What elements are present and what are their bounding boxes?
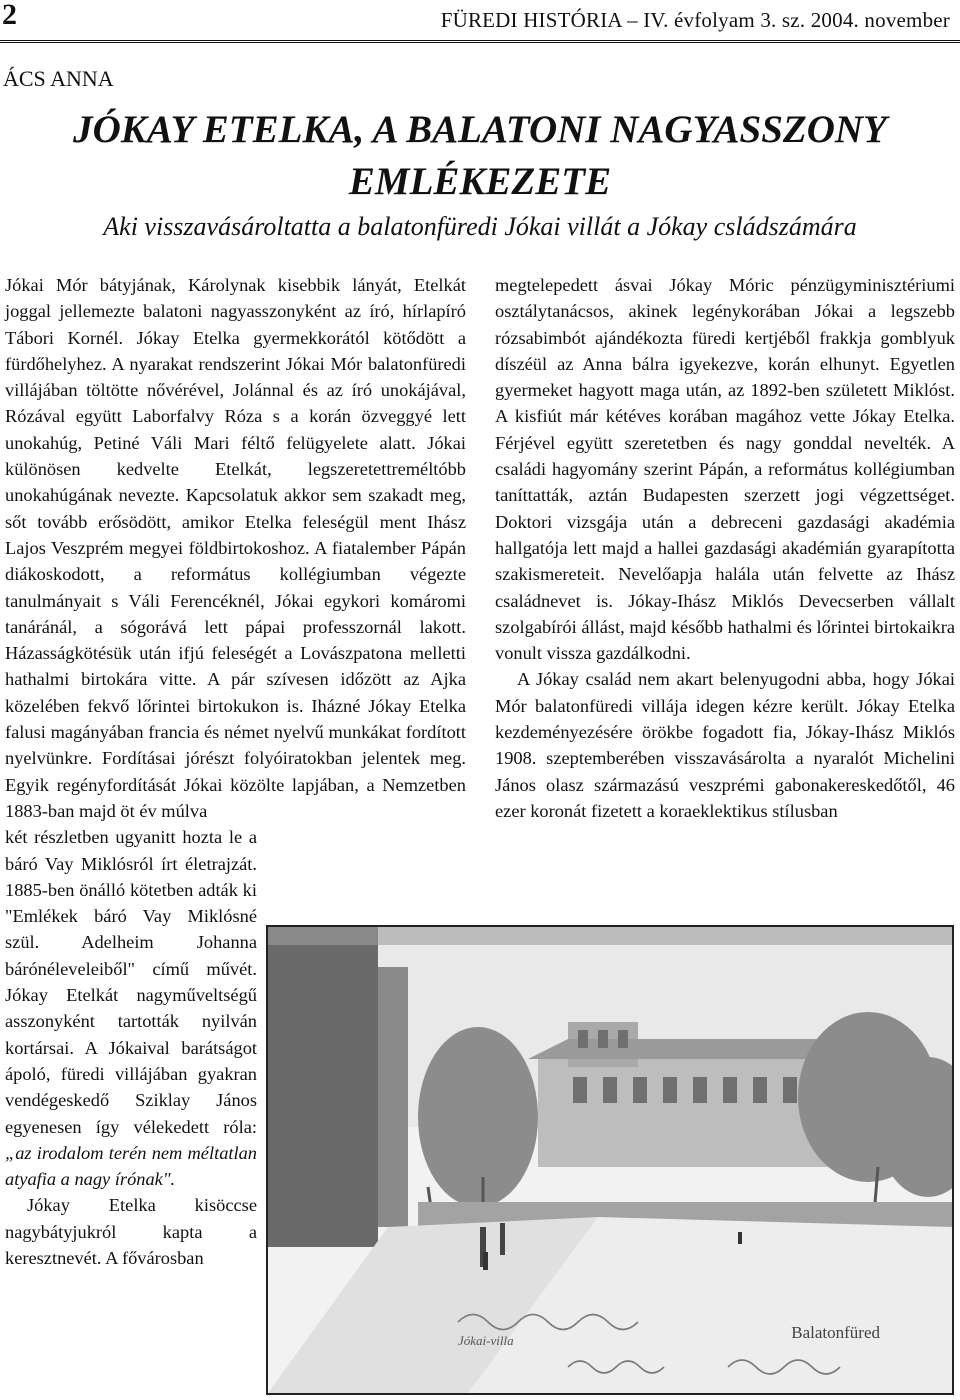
running-head: FÜREDI HISTÓRIA – IV. évfolyam 3. sz. 2004. november: [440, 8, 950, 32]
author-name: ÁCS ANNA: [3, 66, 114, 91]
left-wrap-text: két részletben ugyanitt hozta le a báró Vay Miklósról írt életrajzát. 1885-ben önálló kötetben adták ki "Emlékek báró Vay Miklósné szül. Adelheim Johanna bárónéleveleiből" című művét. Jókay Etelkát nagyműveltségű asszonyként tartották nyilván kortársai. A Jókaival barátságot ápoló, füredi villájában gyakran vendégeskedő Sziklay János egyenesen így vélekedett róla:: [5, 827, 257, 1137]
right-column: [495, 272, 955, 824]
right-paragraph-1: megtelepedett ásvai Jókay Móric pénzügyminisztériumi osztálytanácsos, akinek legénykorában Jókai a legszebb rózsabimbót ajándékozta füredi kertjéből frakkja gomblyuk díszéül az Anna bálra igyekezve, korán elhunyt. Egyetlen gyermeket hagyott maga után, az 1892-ben született Miklóst. A kisfiút már kétéves korában magához vette Jókay Etelka. Férjével együtt szeretetben és nagy gonddal nevelték. A családi hagyomány szerint Pápán, a református kollégiumban taníttatták, aztán Budapesten szerzett jogi végzettséget. Doktori vizsgája után a debreceni gazdasági akadémia hallgatója lett majd a hallei gazdasági akadémián gyarapította szakismereteit. Nevelőapja halála után felvette az Ihász családnevet is. Jókay-Ihász Miklós Devecserben vállalt szolgabírói állást, majd később hathalmi és lőrintei birtokaikra vonult vissza gazdálkodni.: [495, 275, 955, 664]
villa-photo: [266, 925, 954, 1395]
article-title-line2: EMLÉKEZETE: [348, 160, 612, 203]
page-header: [0, 0, 960, 44]
header-rule: [0, 40, 960, 43]
left-paragraph-2: Jókay Etelka kisöccse nagybátyjukról kapta a keresztnevét. A fővárosban: [5, 1195, 257, 1268]
photo-label-left: Jókai-villa: [458, 1333, 514, 1348]
photo-label-right: Balatonfüred: [791, 1323, 880, 1342]
article-title: JÓKAY ETELKA, A BALATONI NAGYASSZONY: [73, 108, 887, 151]
sziklay-quote: „az irodalom terén nem méltatlan atyafia a nagy írónak".: [5, 1142, 257, 1190]
article-subtitle: Aki visszavásároltatta a balatonfüredi Jókai villát a Jókay csládszámára: [103, 212, 857, 241]
left-paragraph-1-continued: [5, 824, 257, 1192]
right-paragraph-2: A Jókay család nem akart belenyugodni abba, hogy Jókai Mór balatonfüredi villája idegen kézre került. Jókay Etelka kezdeményezésére örökbe fogadott fia, Jókay-Ihász Miklós 1908. szeptemberében visszavásárolta a nyaralót Michelini János olasz származású veszprémi gabonakereskedőtől, 46 ezer koronát fizetett a koraeklektikus stílusban: [495, 669, 955, 821]
left-paragraph-1: Jókai Mór bátyjának, Károlynak kisebbik lányát, Etelkát joggal jellemezte balatoni nagyasszonyként az író, hírlapíró Tábori Kornél. Jókay Etelka gyermekkorától kötődött a fürdőhelyhez. A nyarakat rendszerint Jókai Mór balatonfüredi villájában töltötte nővérével, Jolánnal és az író unokájával, Rózával együtt Laborfalvy Róza s a korán özveggyé lett unokahúg, Petiné Váli Mari féltő felügyelete alatt. Jókai különösen kedvelte Etelkát, legszeretettreméltóbb unokahúgának nevezte. Kapcsolatuk akkor sem szakadt meg, sőt tovább erősödött, amikor Etelka feleségül ment Ihász Lajos Veszprém megyei földbirtokoshoz. A fiatalember Pápán diákoskodott, a református kollégiumban végezte tanulmányait s Váli Ferencéknél, Jókai egykori komáromi tanáránál, a sógorává lett pápai professzornál lakott. Házasságkötésük után ifjú feleségét a Lovászpatona melletti hathalmi birtokára vitte. A pár szívesen időzött az Ajka közelében fekvő lőrintei birtokukon is. Iházné Jókay Etelka falusi magányában francia és német nyelvű munkákat fordított nyelvünkre. Fordításai jórészt folyóiratokban jelentek meg. Egyik regényfordítását Jókai közölte lapjában, a Nemzetben 1883-ban majd öt év múlva: [5, 275, 466, 821]
page-number: 2: [2, 0, 17, 31]
left-wrapped-text: [5, 824, 257, 1271]
